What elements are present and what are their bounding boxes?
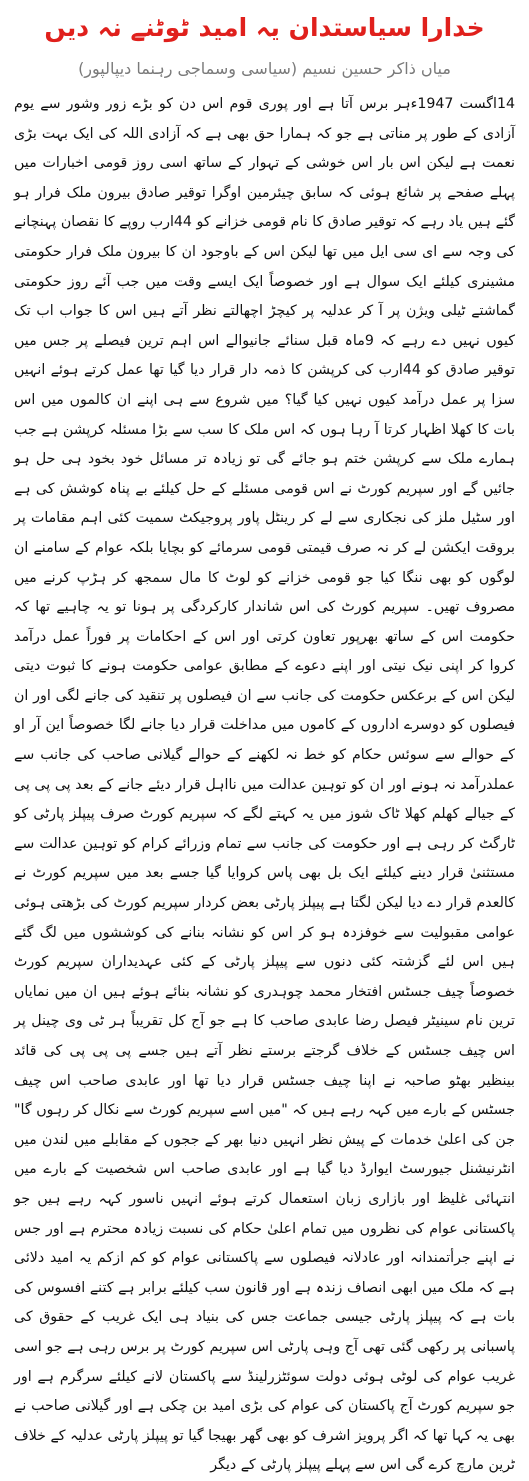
article-headline: خدارا سیاستدان یہ امید ٹوٹنے نہ دیں: [44, 13, 485, 42]
article-byline: میاں ذاکر حسین نسیم (سیاسی وسماجی رہنما دیپالپور): [78, 59, 451, 78]
article-body: 14اگست 1947ءہر برس آتا ہے اور پوری قوم اس دن کو بڑے زور وشور سے یوم آزادی کے طور پر مناتی ہے جو کہ ہمارا حق بھی ہے کہ آزادی اللہ کی ایک بہت بڑی نعمت ہے لیکن اس بار اس خوشی کے تہوار کے ساتھ اسی روز قومی اخبارات میں پہلے صفحے پر شائع ہوئی کہ سابق چیئرمین اوگرا توقیر صادق بیرون ملک فرار ہو گئے ہیں یاد رہے کہ توقیر صادق کا نام قومی خزانے کو 44ارب روپے کا نقصان پہنچانے کی وجہ سے ای سی ایل میں تھا لیکن اس کے باوجود ان کا بیرون ملک فرار حکومتی مشینری کیلئے ایک سوال ہے اور خصوصاً ایک ایسے وقت میں جب آئے روز حکومتی گماشتے ٹیلی ویژن پر آ کر عدلیہ پر کیچڑ اچھالتے نظر آتے ہیں اس کا جواب اب تک کیوں نہیں دے رہے کہ 9ماہ قبل سنائے جانیوالے اس اہم ترین فیصلے پر جس میں توقیر صادق کو 44ارب کی کرپشن کا ذمہ دار قرار دیا گیا تھا عمل کرتے ہوئے انہیں سزا پر عمل درآمد کیوں نہیں کیا گیا؟ میں شروع سے ہی اپنے ان کالموں میں اس بات کا کھلا اظہار کرتا آ رہا ہوں کہ اس ملک کا سب سے بڑا مسئلہ کرپشن ہے جب ہمارے ملک سے کرپشن ختم ہو جائے گی تو زیادہ تر مسائل خود بخود ہی حل ہو جائیں گے اور سپریم کورٹ نے اس قومی مسئلے کے حل کیلئے بے پناہ کوشش کی ہے اور سٹیل ملز کی نجکاری سے لے کر رینٹل پاور پروجیکٹ سمیت کئی اہم مقامات پر بروقت ایکشن لے کر نہ صرف قیمتی قومی سرمائے کو بچایا بلکہ عوام کے سامنے ان لوگوں کو بھی ننگا کیا جو قومی خزانے کو لوٹ کا مال سمجھ کر ہڑپ کرنے میں مصروف تھیں۔ سپریم کورٹ کی اس شاندار کارکردگی پر ہونا تو یہ چاہیے تھا کہ حکومت اس کے ساتھ بھرپور تعاون کرتی اور اس کے احکامات پر فوراً عمل درآمد کروا کر اپنی نیک نیتی اور اپنے دعوے کے مطابق عوامی حکومت ہونے کا ثبوت دیتی لیکن اس کے برعکس حکومت کی جانب سے ان فیصلوں پر تنقید کی جانے لگی اور ان فیصلوں کو دوسرے اداروں کے کاموں میں مداخلت قرار دیا جانے لگا خصوصاً این آر او کے حوالے سے سوئس حکام کو خط نہ لکھنے کے حوالے گیلانی صاحب کی جانب سے عملدرآمد نہ ہونے اور ان کو توہین عدالت میں نااہل قرار دیئے جانے کے بعد پی پی پی کے جیالے کھلم کھلا ٹاک شوز میں یہ کہتے لگے کہ سپریم کورٹ صرف پیپلز پارٹی کو ٹارگٹ کر رہی ہے اور حکومت کی جانب سے تمام وزرائے کرام کو توہین عدالت سے مستثنیٰ قرار دینے کیلئے ایک بل بھی پاس کروایا گیا جسے بعد میں سپریم کورٹ نے کالعدم قرار دے دیا لیکن لگتا ہے پیپلز پارٹی بعض کردار سپریم کورٹ کی بڑھتی ہوئی عوامی مقبولیت سے خوفزدہ ہو کر اس کو نشانہ بنانے کی کوششوں میں لگ گئے ہیں اس لئے گزشتہ کئی دنوں سے پیپلز پارٹی کے کئی عہدیداران سپریم کورٹ خصوصاً چیف جسٹس افتخار محمد چوہدری کو نشانہ بنائے ہوئے ہیں ان میں نمایاں ترین نام سینیٹر فیصل رضا عابدی صاحب کا ہے جو آج کل تقریباً ہر ٹی وی چینل پر اس چیف جسٹس کے خلاف گرجتے برستے نظر آتے ہیں جسے پی پی پی کی قائد بینظیر بھٹو صاحبہ نے اپنا چیف جسٹس قرار دیا تھا اور عابدی صاحب اس چیف جسٹس کے بارے میں کہہ رہے ہیں کہ "میں اسے سپریم کورٹ سے نکال کر رہوں گا" جن کی اعلیٰ خدمات کے پیش نظر انہیں دنیا بھر کے ججوں کے مقابلے میں لندن میں انٹرنیشنل جیورسٹ ایوارڈ دیا گیا ہے اور عابدی صاحب اس شخصیت کے بارے میں انتہائی غلیظ اور بازاری زبان استعمال کرتے ہوئے انہیں ناسور کہہ رہے ہیں جو پاکستانی عوام کی نظروں میں تمام اعلیٰ حکام کی نسبت زیادہ محترم ہے اور جس نے اپنے جرأتمندانہ اور عادلانہ فیصلوں سے پاکستانی عوام کو کم ازکم یہ امید دلائی ہے کہ ملک میں ابھی انصاف زندہ ہے اور قانون سب کیلئے برابر ہے کتنے افسوس کی بات ہے کہ پیپلز پارٹی جیسی جماعت جس کی بنیاد ہی ایک غریب کے حقوق کی پاسبانی پر رکھی گئی تھی آج وہی پارٹی اس سپریم کورٹ پر برس رہی ہے جو اسی غریب عوام کی لوٹی ہوئی دولت سوئٹزرلینڈ سے پاکستان لانے کیلئے سرگرم ہے اور جو سپریم کورٹ آج پاکستان کی عوام کی بڑی امید بن چکی ہے اور گیلانی صاحب نے بھی یہ کہا تھا کہ اگر پرویز اشرف کو بھی گھر بھیجا گیا تو پیپلز پارٹی عدلیہ کے خلاف ٹرین مارچ کرے گی اس سے پہلے پیپلز پارٹی کے دیگر: [14, 96, 516, 1474]
